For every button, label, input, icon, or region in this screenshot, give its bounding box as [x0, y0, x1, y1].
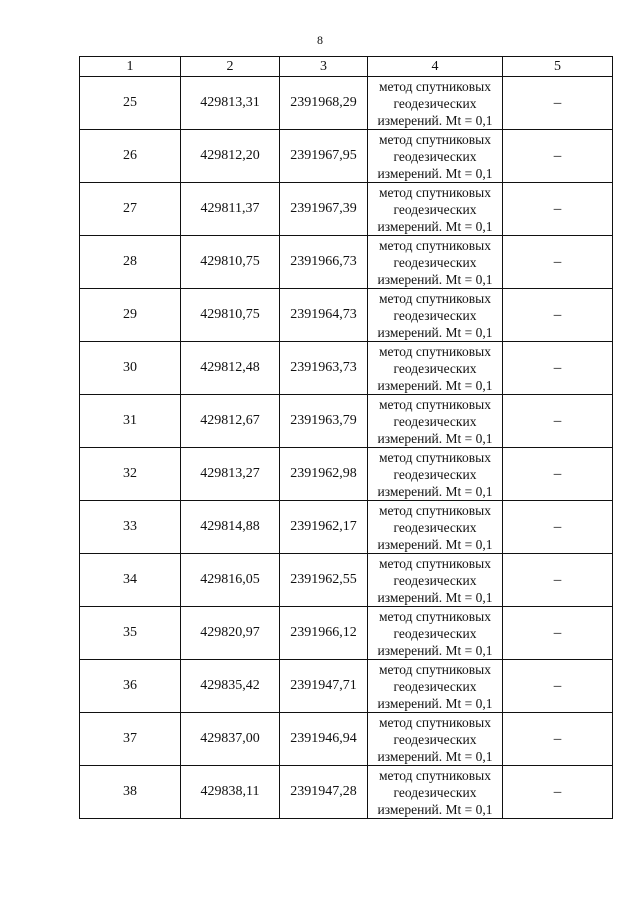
method-cell [368, 607, 503, 660]
method-cell [368, 448, 503, 501]
method-line: геодезических [393, 731, 477, 747]
note-cell: – [503, 395, 613, 448]
method-line: измерений. Mt = 0,1 [377, 377, 493, 393]
method-line: метод спутниковых [379, 343, 491, 359]
method-cell [368, 766, 503, 819]
method-line: геодезических [393, 307, 477, 323]
method-cell [368, 130, 503, 183]
note-cell: – [503, 660, 613, 713]
point-number-cell: 29 [80, 289, 181, 342]
method-line: измерений. Mt = 0,1 [377, 218, 493, 234]
method-line: метод спутниковых [379, 661, 491, 677]
header-cell-3: 3 [280, 57, 368, 77]
table-row [80, 713, 613, 766]
y-coordinate-cell: 2391946,94 [280, 713, 368, 766]
point-number-cell: 36 [80, 660, 181, 713]
method-cell [368, 236, 503, 289]
method-line: метод спутниковых [379, 502, 491, 518]
method-line: метод спутниковых [379, 714, 491, 730]
table-body [80, 77, 613, 819]
x-coordinate-cell: 429837,00 [181, 713, 280, 766]
table-row [80, 395, 613, 448]
point-number-cell: 26 [80, 130, 181, 183]
header-cell-4: 4 [368, 57, 503, 77]
x-coordinate-cell: 429812,48 [181, 342, 280, 395]
point-number-cell: 33 [80, 501, 181, 554]
x-coordinate-cell: 429838,11 [181, 766, 280, 819]
y-coordinate-cell: 2391967,95 [280, 130, 368, 183]
method-line: геодезических [393, 148, 477, 164]
point-number-cell: 38 [80, 766, 181, 819]
method-line: метод спутниковых [379, 78, 491, 94]
method-cell [368, 395, 503, 448]
x-coordinate-cell: 429812,67 [181, 395, 280, 448]
point-number-cell: 30 [80, 342, 181, 395]
method-line: метод спутниковых [379, 237, 491, 253]
point-number-cell: 32 [80, 448, 181, 501]
y-coordinate-cell: 2391963,73 [280, 342, 368, 395]
y-coordinate-cell: 2391963,79 [280, 395, 368, 448]
method-line: метод спутниковых [379, 608, 491, 624]
method-line: измерений. Mt = 0,1 [377, 695, 493, 711]
method-line: измерений. Mt = 0,1 [377, 430, 493, 446]
table-row [80, 501, 613, 554]
point-number-cell: 27 [80, 183, 181, 236]
method-line: измерений. Mt = 0,1 [377, 324, 493, 340]
point-number-cell: 37 [80, 713, 181, 766]
table-row [80, 236, 613, 289]
note-cell: – [503, 501, 613, 554]
table-row [80, 130, 613, 183]
point-number-cell: 28 [80, 236, 181, 289]
method-line: метод спутниковых [379, 555, 491, 571]
method-line: геодезических [393, 625, 477, 641]
method-cell [368, 289, 503, 342]
method-line: метод спутниковых [379, 396, 491, 412]
method-line: геодезических [393, 572, 477, 588]
table-row [80, 342, 613, 395]
header-cell-1: 1 [80, 57, 181, 77]
method-line: измерений. Mt = 0,1 [377, 748, 493, 764]
method-cell [368, 183, 503, 236]
x-coordinate-cell: 429810,75 [181, 289, 280, 342]
table-row [80, 660, 613, 713]
header-row [80, 57, 613, 77]
y-coordinate-cell: 2391967,39 [280, 183, 368, 236]
note-cell: – [503, 607, 613, 660]
method-line: геодезических [393, 254, 477, 270]
method-cell [368, 501, 503, 554]
method-cell [368, 713, 503, 766]
x-coordinate-cell: 429813,27 [181, 448, 280, 501]
note-cell: – [503, 183, 613, 236]
method-line: измерений. Mt = 0,1 [377, 112, 493, 128]
header-cell-2: 2 [181, 57, 280, 77]
method-line: метод спутниковых [379, 767, 491, 783]
method-line: геодезических [393, 466, 477, 482]
x-coordinate-cell: 429811,37 [181, 183, 280, 236]
method-line: измерений. Mt = 0,1 [377, 801, 493, 817]
note-cell: – [503, 713, 613, 766]
method-line: геодезических [393, 413, 477, 429]
note-cell: – [503, 236, 613, 289]
method-cell [368, 342, 503, 395]
method-line: метод спутниковых [379, 290, 491, 306]
note-cell: – [503, 77, 613, 130]
table-row [80, 448, 613, 501]
y-coordinate-cell: 2391962,17 [280, 501, 368, 554]
x-coordinate-cell: 429813,31 [181, 77, 280, 130]
note-cell: – [503, 448, 613, 501]
note-cell: – [503, 289, 613, 342]
y-coordinate-cell: 2391947,71 [280, 660, 368, 713]
y-coordinate-cell: 2391962,55 [280, 554, 368, 607]
method-cell [368, 77, 503, 130]
note-cell: – [503, 130, 613, 183]
x-coordinate-cell: 429835,42 [181, 660, 280, 713]
note-cell: – [503, 342, 613, 395]
note-cell: – [503, 766, 613, 819]
point-number-cell: 31 [80, 395, 181, 448]
method-line: геодезических [393, 95, 477, 111]
method-line: измерений. Mt = 0,1 [377, 483, 493, 499]
table-row [80, 289, 613, 342]
method-line: геодезических [393, 360, 477, 376]
point-number-cell: 35 [80, 607, 181, 660]
table-row [80, 766, 613, 819]
note-cell: – [503, 554, 613, 607]
point-number-cell: 34 [80, 554, 181, 607]
x-coordinate-cell: 429816,05 [181, 554, 280, 607]
method-line: геодезических [393, 784, 477, 800]
y-coordinate-cell: 2391968,29 [280, 77, 368, 130]
method-line: измерений. Mt = 0,1 [377, 536, 493, 552]
table-row [80, 554, 613, 607]
x-coordinate-cell: 429820,97 [181, 607, 280, 660]
y-coordinate-cell: 2391947,28 [280, 766, 368, 819]
coordinates-table [79, 56, 613, 819]
x-coordinate-cell: 429810,75 [181, 236, 280, 289]
method-line: измерений. Mt = 0,1 [377, 642, 493, 658]
method-cell [368, 660, 503, 713]
y-coordinate-cell: 2391966,73 [280, 236, 368, 289]
page-number: 8 [317, 33, 323, 47]
y-coordinate-cell: 2391962,98 [280, 448, 368, 501]
method-cell [368, 554, 503, 607]
method-line: геодезических [393, 519, 477, 535]
point-number-cell: 25 [80, 77, 181, 130]
header-cell-5: 5 [503, 57, 613, 77]
table-row [80, 183, 613, 236]
method-line: измерений. Mt = 0,1 [377, 589, 493, 605]
method-line: измерений. Mt = 0,1 [377, 271, 493, 287]
x-coordinate-cell: 429814,88 [181, 501, 280, 554]
method-line: геодезических [393, 201, 477, 217]
method-line: метод спутниковых [379, 449, 491, 465]
method-line: измерений. Mt = 0,1 [377, 165, 493, 181]
x-coordinate-cell: 429812,20 [181, 130, 280, 183]
method-line: метод спутниковых [379, 131, 491, 147]
method-line: метод спутниковых [379, 184, 491, 200]
method-line: геодезических [393, 678, 477, 694]
table-row [80, 607, 613, 660]
table-header [80, 57, 613, 77]
y-coordinate-cell: 2391964,73 [280, 289, 368, 342]
y-coordinate-cell: 2391966,12 [280, 607, 368, 660]
table-row [80, 77, 613, 130]
